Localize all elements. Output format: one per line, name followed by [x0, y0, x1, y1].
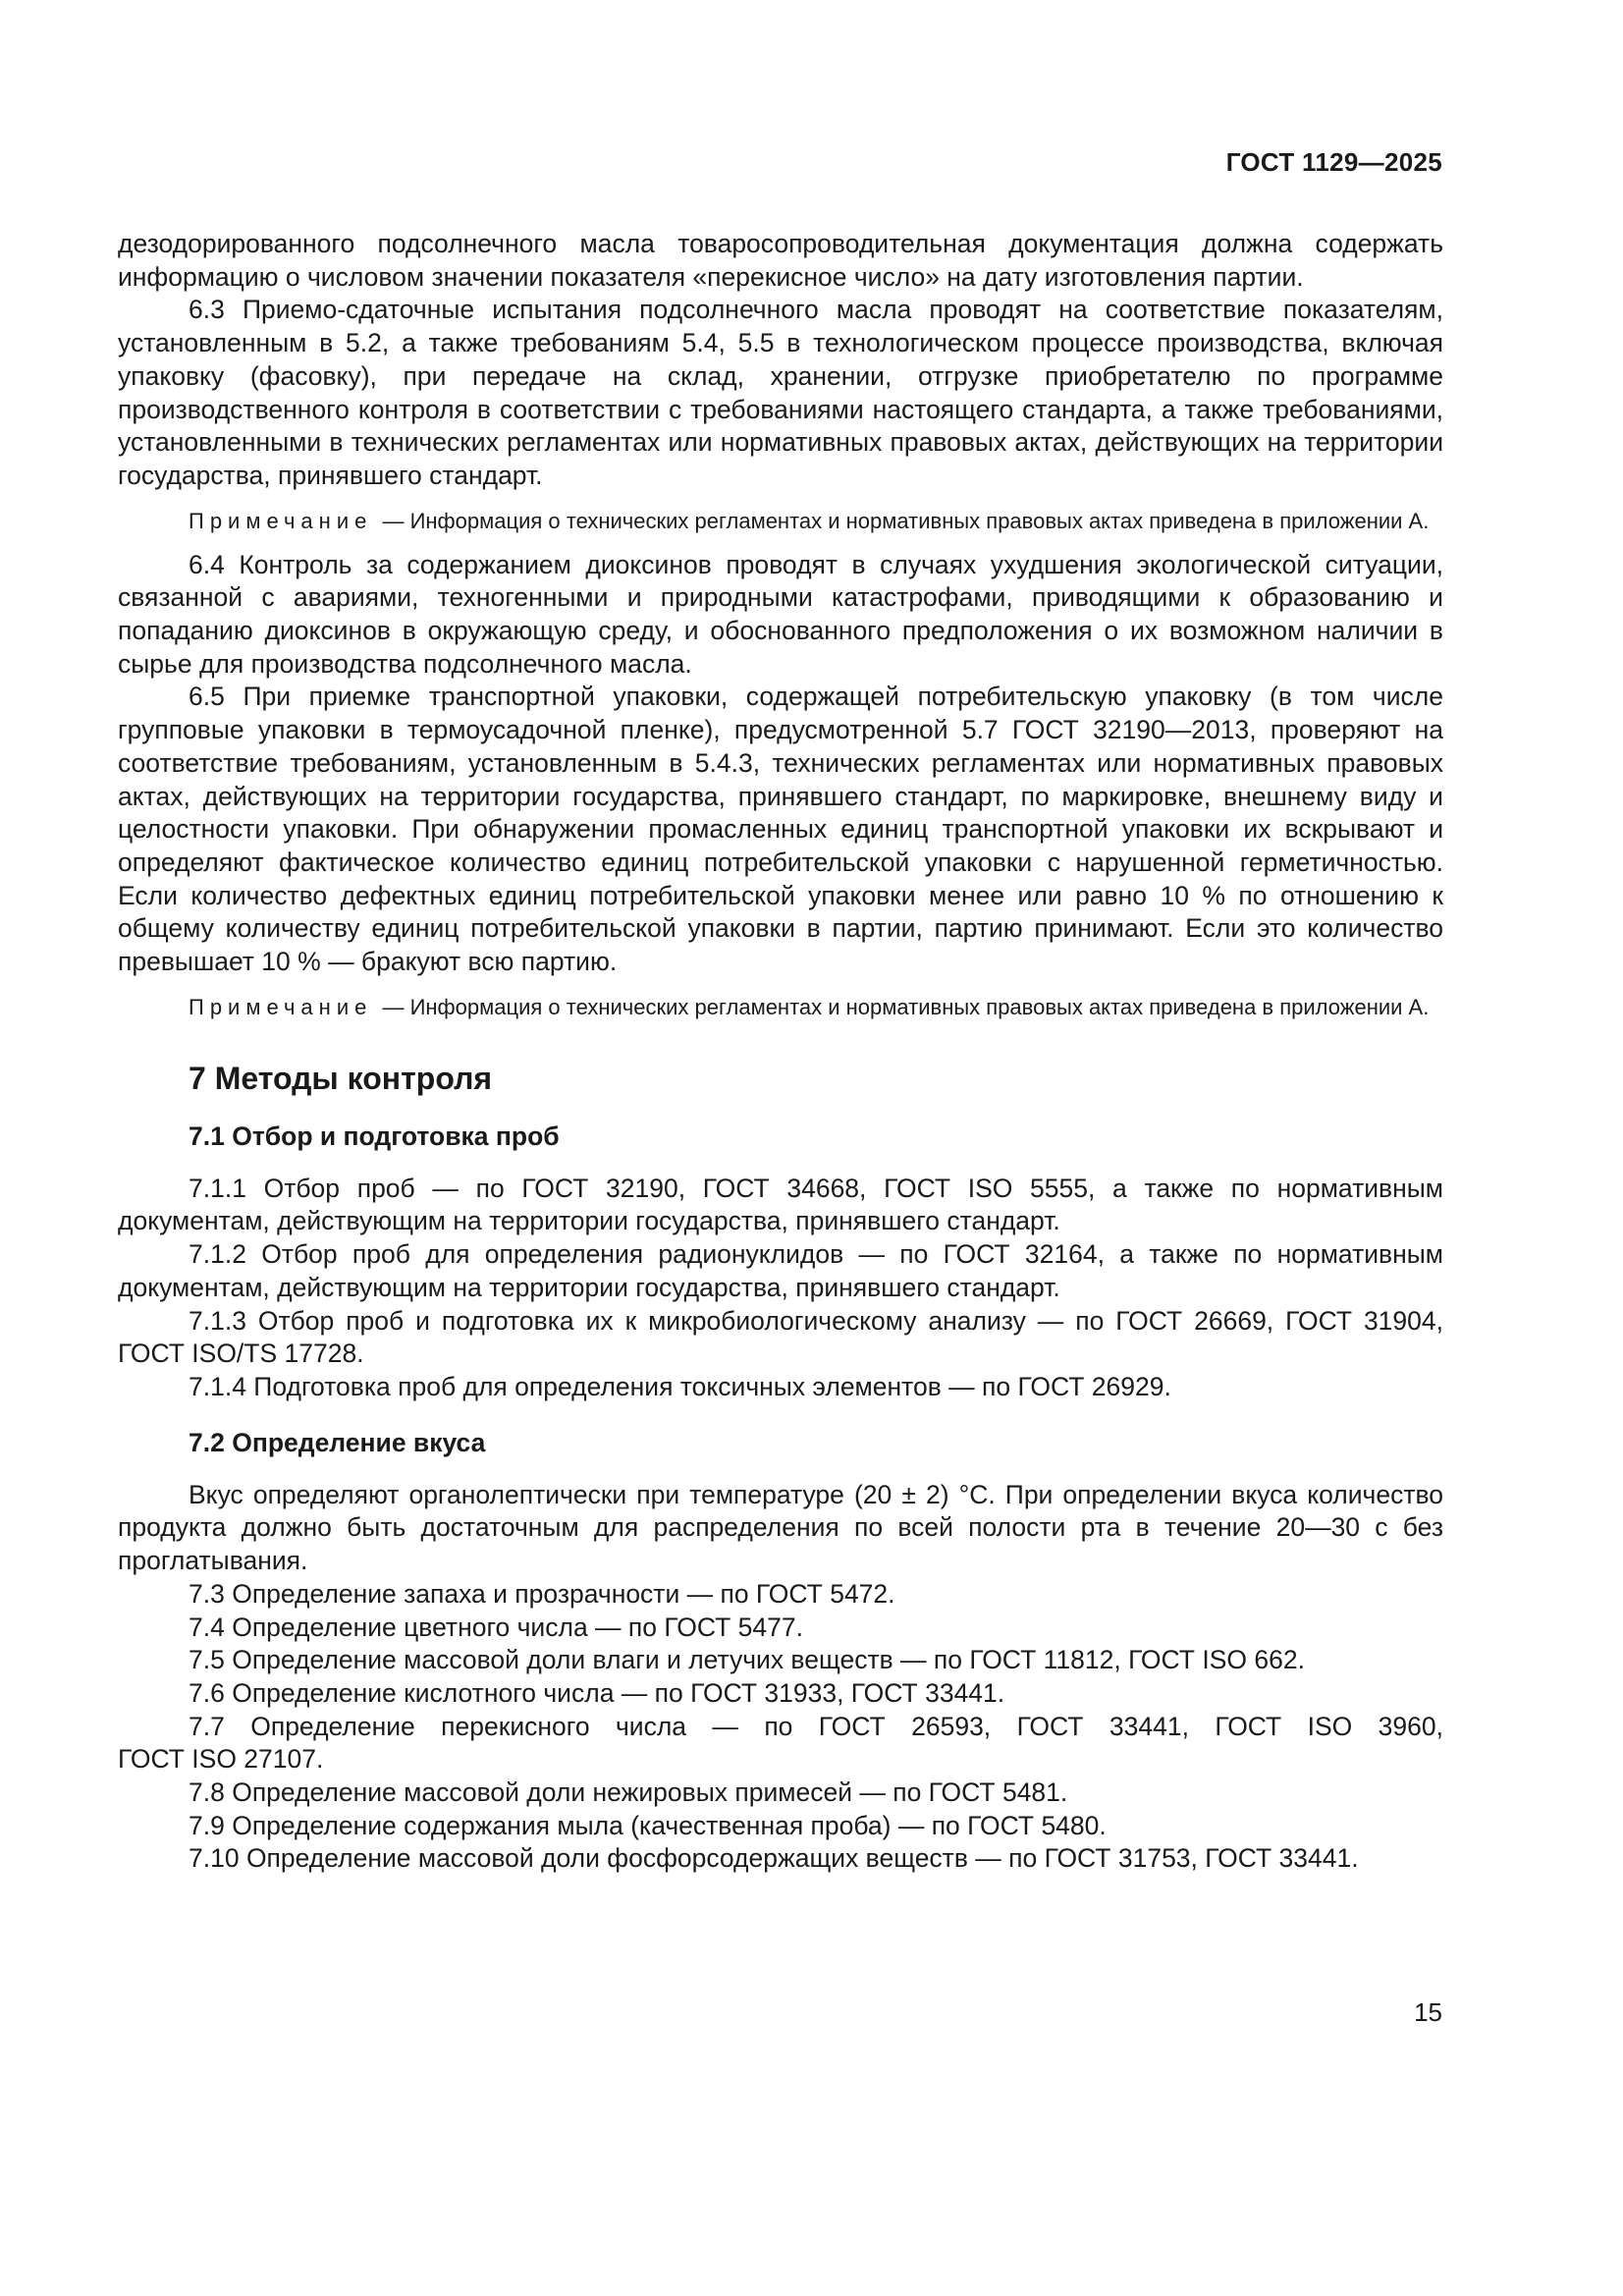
- paragraph-6-4: 6.4 Контроль за содержанием диоксинов проводят в случаях ухудшения экологической ситуации, связанной с авариями, техногенными и природными катастрофами, приводящими к образованию и попаданию диоксинов в окружающую среду, и обоснованного предположения о их возможном наличии в сырье для производства подсолнечного масла.: [118, 549, 1443, 679]
- paragraph-6-3: 6.3 Приемо-сдаточные испытания подсолнечного масла проводят на соответствие показателям, установленным в 5.2, а также требованиям 5.4, 5.5 в технологическом процессе производства, включая упаковку (фасовку), при передаче на склад, хранении, отгрузке приобретателю по программе производственного контроля в соответствии с требованиями настоящего стандарта, а также требованиями, установленными в технических регламентах или нормативных правовых актах, действующих на территории государства, принявшего стандарт.: [118, 295, 1443, 490]
- paragraph-continuation: дезодорированного подсолнечного масла товаросопроводительная документация должна содержать информацию о числовом значении показателя «перекисное число» на дату изготовления партии.: [118, 229, 1443, 292]
- paragraph-7-1-1: 7.1.1 Отбор проб — по ГОСТ 32190, ГОСТ 34668, ГОСТ ISO 5555, а также по нормативным документам, действующим на территории государства, принявшего стандарт.: [118, 1173, 1443, 1236]
- subsection-7-2-heading: 7.2 Определение вкуса: [189, 1427, 486, 1457]
- note-label: Примечание: [189, 994, 373, 1019]
- page-number: 15: [1414, 1997, 1442, 2027]
- paragraph-7-3: 7.3 Определение запаха и прозрачности — по ГОСТ 5472.: [189, 1578, 895, 1609]
- note-2: [118, 993, 1443, 1021]
- paragraph-7-4: 7.4 Определение цветного числа — по ГОСТ 5477.: [189, 1612, 803, 1642]
- paragraph-7-1-3: 7.1.3 Отбор проб и подготовка их к микробиологическому анализу — по ГОСТ 26669, ГОСТ 31904, ГОСТ ISO/TS 17728.: [118, 1305, 1443, 1369]
- paragraph-7-9: 7.9 Определение содержания мыла (качественная проба) — по ГОСТ 5480.: [189, 1810, 1107, 1840]
- paragraph-7-1-2: 7.1.2 Отбор проб для определения радионуклидов — по ГОСТ 32164, а также по нормативным документам, действующим на территории государства, принявшего стандарт.: [118, 1239, 1443, 1302]
- paragraph-7-6: 7.6 Определение кислотного числа — по ГОСТ 31933, ГОСТ 33441.: [189, 1677, 1005, 1708]
- note-1: [118, 507, 1443, 535]
- section-7-heading: 7 Методы контроля: [189, 1060, 493, 1096]
- paragraph-7-8: 7.8 Определение массовой доли нежировых примесей — по ГОСТ 5481.: [189, 1777, 1068, 1808]
- paragraph-7-7-line-1: 7.7 Определение перекисного числа — по ГОСТ 26593, ГОСТ 33441, ГОСТ ISO 3960,: [189, 1711, 1443, 1741]
- paragraph-7-7-line-2: ГОСТ ISO 27107.: [118, 1744, 324, 1775]
- paragraph-6-5: 6.5 При приемке транспортной упаковки, содержащей потребительскую упаковку (в том числе групповые упаковки в термоусадочной пленке), предусмотренной 5.7 ГОСТ 32190—2013, проверяют на соответствие требованиям, установленным в 5.4.3, технических регламентах или нормативных правовых актах, действующих на территории государства, принявшего стандарт, по маркировке, внешнему виду и целостности упаковки. При обнаружении промасленных единиц транспортной упаковки их вскрывают и определяют фактическое количество единиц потребительской упаковки с нарушенной герметичностью. Если количество дефектных единиц потребительской упаковки менее или равно 10 % по отношению к общему количеству единиц потребительской упаковки в партии, партию принимают. Если это количество превышает 10 % — бракуют всю партию.: [118, 682, 1443, 977]
- subsection-7-1-heading: 7.1 Отбор и подготовка проб: [189, 1121, 560, 1151]
- paragraph-7-1-4: 7.1.4 Подготовка проб для определения токсичных элементов — по ГОСТ 26929.: [189, 1371, 1171, 1401]
- note-text: — Информация о технических регламентах и нормативных правовых актах приведена в приложении А.: [382, 508, 1430, 533]
- paragraph-7-5: 7.5 Определение массовой доли влаги и летучих веществ — по ГОСТ 11812, ГОСТ ISO 662.: [189, 1645, 1305, 1675]
- note-label: Примечание: [189, 508, 373, 533]
- paragraph-7-10: 7.10 Определение массовой доли фосфорсодержащих веществ — по ГОСТ 31753, ГОСТ 33441.: [189, 1843, 1359, 1874]
- paragraph-7-2: Вкус определяют органолептически при температуре (20 ± 2) °С. При определении вкуса количество продукта должно быть достаточным для распределения по всей полости рта в течение 20—30 с без проглатывания.: [118, 1479, 1443, 1576]
- document-code-header: ГОСТ 1129—2025: [1225, 147, 1442, 177]
- note-text: — Информация о технических регламентах и нормативных правовых актах приведена в приложении А.: [382, 994, 1430, 1019]
- page-content: [118, 228, 1443, 1876]
